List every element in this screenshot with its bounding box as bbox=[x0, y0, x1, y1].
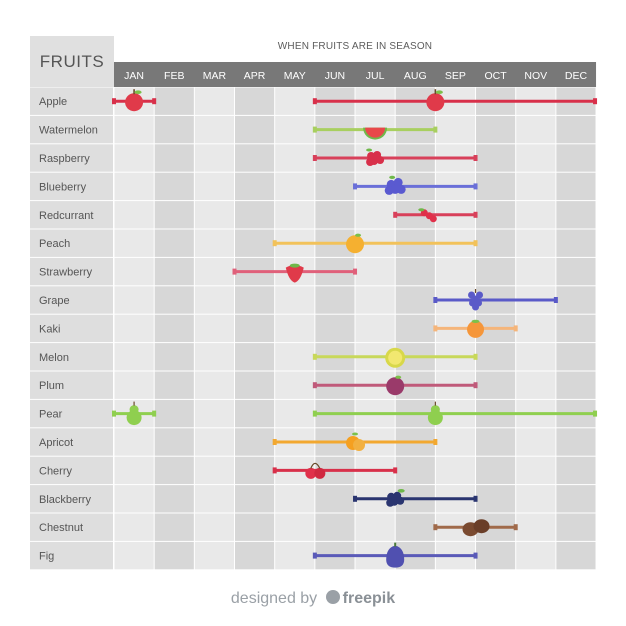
grid-cell bbox=[195, 230, 234, 257]
grid-cell bbox=[155, 88, 194, 115]
grid-cell bbox=[476, 173, 515, 200]
grid-cell bbox=[195, 286, 234, 313]
bar-end-cap bbox=[474, 183, 478, 189]
grid-cell bbox=[556, 372, 595, 399]
grid-cell bbox=[436, 116, 475, 143]
bar-end-cap bbox=[554, 297, 558, 303]
bar-end-cap bbox=[474, 553, 478, 559]
grid-cell bbox=[235, 485, 274, 512]
grid-cell bbox=[275, 372, 314, 399]
grid-cell bbox=[476, 542, 515, 569]
grid-cell bbox=[436, 428, 475, 455]
bar-end-cap bbox=[474, 240, 478, 246]
month-label-dec: DEC bbox=[564, 70, 588, 82]
grid-cell bbox=[356, 315, 395, 342]
grid-cell bbox=[155, 230, 194, 257]
grid-cell bbox=[115, 258, 154, 285]
grid-cell bbox=[195, 173, 234, 200]
bar-start-cap bbox=[353, 496, 357, 502]
grid-cell bbox=[115, 372, 154, 399]
grid-cell bbox=[556, 286, 595, 313]
grid-cell bbox=[356, 514, 395, 541]
fruit-name: Blueberry bbox=[39, 181, 87, 194]
grid-cell bbox=[396, 457, 435, 484]
grid-cell bbox=[516, 457, 555, 484]
fruit-name: Kaki bbox=[39, 323, 61, 336]
bar-start-cap bbox=[313, 127, 317, 133]
grid-cell bbox=[155, 542, 194, 569]
fruit-name: Redcurrant bbox=[39, 209, 94, 222]
grid-cell bbox=[155, 315, 194, 342]
bar-end-cap bbox=[474, 212, 478, 218]
bar-start-cap bbox=[313, 155, 317, 161]
bar-start-cap bbox=[433, 325, 437, 331]
grid-cell bbox=[396, 315, 435, 342]
month-header bbox=[114, 62, 596, 87]
grid-cell bbox=[155, 258, 194, 285]
grid-cell bbox=[235, 514, 274, 541]
grid-cell bbox=[275, 315, 314, 342]
grid-cell bbox=[476, 457, 515, 484]
grid-cell bbox=[115, 428, 154, 455]
grid-cell bbox=[235, 400, 274, 427]
grid-cell bbox=[356, 201, 395, 228]
grid-cell bbox=[155, 144, 194, 171]
bar-start-cap bbox=[393, 212, 397, 218]
grid-cell bbox=[556, 230, 595, 257]
grid-cell bbox=[516, 542, 555, 569]
grid-cell bbox=[235, 542, 274, 569]
grid-cell bbox=[315, 286, 354, 313]
month-label-aug: AUG bbox=[403, 70, 427, 82]
fruit-name: Peach bbox=[39, 238, 71, 251]
grid-cell bbox=[115, 116, 154, 143]
month-label-jan: JAN bbox=[124, 70, 145, 82]
bar-start-cap bbox=[273, 439, 277, 445]
grid-cell bbox=[396, 286, 435, 313]
grid-cell bbox=[235, 88, 274, 115]
grid-cell bbox=[516, 258, 555, 285]
grid-cell bbox=[195, 372, 234, 399]
grid-cell bbox=[476, 230, 515, 257]
grid-cell bbox=[155, 457, 194, 484]
grid-cell bbox=[235, 286, 274, 313]
grid-cell bbox=[195, 315, 234, 342]
grid-cell bbox=[195, 457, 234, 484]
grid-cell bbox=[275, 343, 314, 370]
bar-end-cap bbox=[152, 411, 156, 417]
grid-cell bbox=[516, 485, 555, 512]
bar-end-cap bbox=[593, 98, 597, 104]
grid-cell bbox=[115, 457, 154, 484]
fruit-name-column bbox=[30, 88, 113, 570]
grid-cell bbox=[155, 485, 194, 512]
grid-cell bbox=[155, 173, 194, 200]
grid-cell bbox=[115, 343, 154, 370]
month-label-feb: FEB bbox=[164, 70, 185, 82]
grid-cell bbox=[235, 144, 274, 171]
month-label-jun: JUN bbox=[324, 70, 346, 82]
grid-cell bbox=[476, 116, 515, 143]
bar-start-cap bbox=[112, 411, 116, 417]
grid-cell bbox=[235, 372, 274, 399]
grid-cell bbox=[275, 88, 314, 115]
grid-cell bbox=[516, 343, 555, 370]
grid-cell bbox=[275, 485, 314, 512]
grid-cell bbox=[195, 485, 234, 512]
bar-start-cap bbox=[433, 524, 437, 530]
freepik-credit bbox=[0, 590, 626, 608]
grid-cell bbox=[195, 144, 234, 171]
bar-end-cap bbox=[474, 155, 478, 161]
grid-cell bbox=[195, 88, 234, 115]
grid-cell bbox=[155, 428, 194, 455]
grid-cell bbox=[516, 116, 555, 143]
grid-cell bbox=[476, 428, 515, 455]
grid-cell bbox=[516, 201, 555, 228]
fruit-name: Chestnut bbox=[39, 522, 84, 535]
grid-cell bbox=[275, 201, 314, 228]
grid-cell bbox=[235, 428, 274, 455]
grid-cell bbox=[556, 542, 595, 569]
grid-cell bbox=[556, 116, 595, 143]
bar-end-cap bbox=[593, 411, 597, 417]
grid-cell bbox=[155, 514, 194, 541]
bar-start-cap bbox=[273, 467, 277, 473]
grid-cell bbox=[516, 144, 555, 171]
bar-start-cap bbox=[353, 183, 357, 189]
bar-start-cap bbox=[433, 297, 437, 303]
grid-cell bbox=[195, 258, 234, 285]
grid-cell bbox=[556, 343, 595, 370]
grid-cell bbox=[516, 514, 555, 541]
grid-cell bbox=[155, 286, 194, 313]
grid-cell bbox=[235, 343, 274, 370]
grid-cell bbox=[115, 485, 154, 512]
grid-cell bbox=[235, 201, 274, 228]
grid-cell bbox=[516, 230, 555, 257]
grid-cell bbox=[275, 173, 314, 200]
grid-cell bbox=[195, 116, 234, 143]
month-label-mar: MAR bbox=[202, 70, 227, 82]
grid-cell bbox=[476, 258, 515, 285]
fruit-name: Apricot bbox=[39, 437, 74, 449]
grid-cell bbox=[115, 514, 154, 541]
grid-cell bbox=[356, 258, 395, 285]
month-label-jul: JUL bbox=[365, 70, 385, 82]
grid-cell bbox=[476, 343, 515, 370]
grid-cell bbox=[436, 258, 475, 285]
grid-cell bbox=[195, 400, 234, 427]
grid-cell bbox=[115, 286, 154, 313]
bar-start-cap bbox=[112, 98, 116, 104]
grid-cell bbox=[556, 514, 595, 541]
grid-cell bbox=[556, 428, 595, 455]
grid-cell bbox=[275, 542, 314, 569]
grid-cell bbox=[556, 173, 595, 200]
month-label-sep: SEP bbox=[444, 70, 466, 82]
grid-cell bbox=[115, 144, 154, 171]
fruit-name: Fig bbox=[39, 550, 55, 563]
bar-end-cap bbox=[474, 354, 478, 360]
grid-cell bbox=[556, 258, 595, 285]
grid-cell bbox=[235, 315, 274, 342]
grid-cell bbox=[115, 173, 154, 200]
fruit-name: Apple bbox=[39, 96, 68, 109]
grid-cell bbox=[516, 372, 555, 399]
grid-cell bbox=[556, 144, 595, 171]
grid-cell bbox=[115, 542, 154, 569]
fruit-name: Watermelon bbox=[39, 124, 98, 137]
chart-title: WHEN FRUITS ARE IN SEASON bbox=[277, 41, 433, 52]
bar-end-cap bbox=[514, 524, 518, 530]
grid-cell bbox=[115, 315, 154, 342]
bar-end-cap bbox=[474, 382, 478, 388]
grid-cell bbox=[155, 201, 194, 228]
grid-cell bbox=[315, 514, 354, 541]
bar-end-cap bbox=[353, 269, 357, 275]
fruits-column-header: FRUITS bbox=[30, 36, 114, 87]
grid-cell bbox=[155, 343, 194, 370]
fruit-name: Grape bbox=[39, 295, 70, 307]
freepik-logo-icon bbox=[326, 590, 340, 604]
bar-start-cap bbox=[313, 382, 317, 388]
grid-cell bbox=[516, 428, 555, 455]
grid-cell bbox=[476, 201, 515, 228]
grid-cell bbox=[556, 457, 595, 484]
grid-cell bbox=[115, 201, 154, 228]
bar-start-cap bbox=[313, 411, 317, 417]
grid-cell bbox=[275, 144, 314, 171]
grid-cell bbox=[396, 258, 435, 285]
bar-start-cap bbox=[313, 553, 317, 559]
month-label-may: MAY bbox=[283, 70, 306, 82]
grid-cell bbox=[115, 230, 154, 257]
grid-cell bbox=[195, 514, 234, 541]
grid-cell bbox=[516, 173, 555, 200]
month-label-apr: APR bbox=[243, 70, 266, 82]
fruit-name: Cherry bbox=[39, 465, 73, 478]
credit-brand: freepik bbox=[342, 590, 396, 607]
bar-end-cap bbox=[433, 127, 437, 133]
fruit-name: Strawberry bbox=[39, 266, 93, 279]
bar-end-cap bbox=[474, 496, 478, 502]
grid-cell bbox=[476, 372, 515, 399]
grid-cell bbox=[235, 457, 274, 484]
grid-cell bbox=[516, 315, 555, 342]
grid-cell bbox=[556, 201, 595, 228]
grid-cell bbox=[436, 457, 475, 484]
grid-cell bbox=[275, 400, 314, 427]
grid-cell bbox=[275, 514, 314, 541]
bar-start-cap bbox=[313, 354, 317, 360]
grid-cell bbox=[195, 428, 234, 455]
grid-cell bbox=[235, 116, 274, 143]
grid-cell bbox=[275, 286, 314, 313]
grid-cell bbox=[155, 116, 194, 143]
bar-end-cap bbox=[393, 467, 397, 473]
grid-cell bbox=[235, 173, 274, 200]
fruit-name: Melon bbox=[39, 351, 69, 364]
grid-cell bbox=[155, 400, 194, 427]
grid-cell bbox=[155, 372, 194, 399]
grid-cell bbox=[195, 343, 234, 370]
grid-cell bbox=[315, 485, 354, 512]
bar-end-cap bbox=[152, 98, 156, 104]
bar-end-cap bbox=[514, 325, 518, 331]
fruit-name: Blackberry bbox=[39, 493, 91, 506]
bar-start-cap bbox=[273, 240, 277, 246]
grid-cell bbox=[556, 315, 595, 342]
grid-cell bbox=[356, 286, 395, 313]
grid-cell bbox=[476, 144, 515, 171]
bar-start-cap bbox=[233, 269, 237, 275]
grid-cell bbox=[275, 116, 314, 143]
fruit-name: Plum bbox=[39, 380, 65, 393]
grid-cell bbox=[315, 201, 354, 228]
melon-icon bbox=[385, 348, 405, 368]
credit-text: designed by bbox=[230, 590, 318, 607]
grid-cell bbox=[396, 514, 435, 541]
fruit-name: Raspberry bbox=[39, 153, 90, 165]
grid-cell bbox=[195, 542, 234, 569]
grid-cell bbox=[556, 485, 595, 512]
grid-cell bbox=[235, 230, 274, 257]
month-label-oct: OCT bbox=[484, 70, 507, 82]
bar-start-cap bbox=[313, 98, 317, 104]
bar-end-cap bbox=[433, 439, 437, 445]
grid-cell bbox=[315, 315, 354, 342]
month-label-nov: NOV bbox=[524, 70, 548, 82]
grid-cell bbox=[195, 201, 234, 228]
fruit-name: Pear bbox=[39, 408, 63, 421]
grid-cell bbox=[315, 173, 354, 200]
grid-cell bbox=[476, 485, 515, 512]
